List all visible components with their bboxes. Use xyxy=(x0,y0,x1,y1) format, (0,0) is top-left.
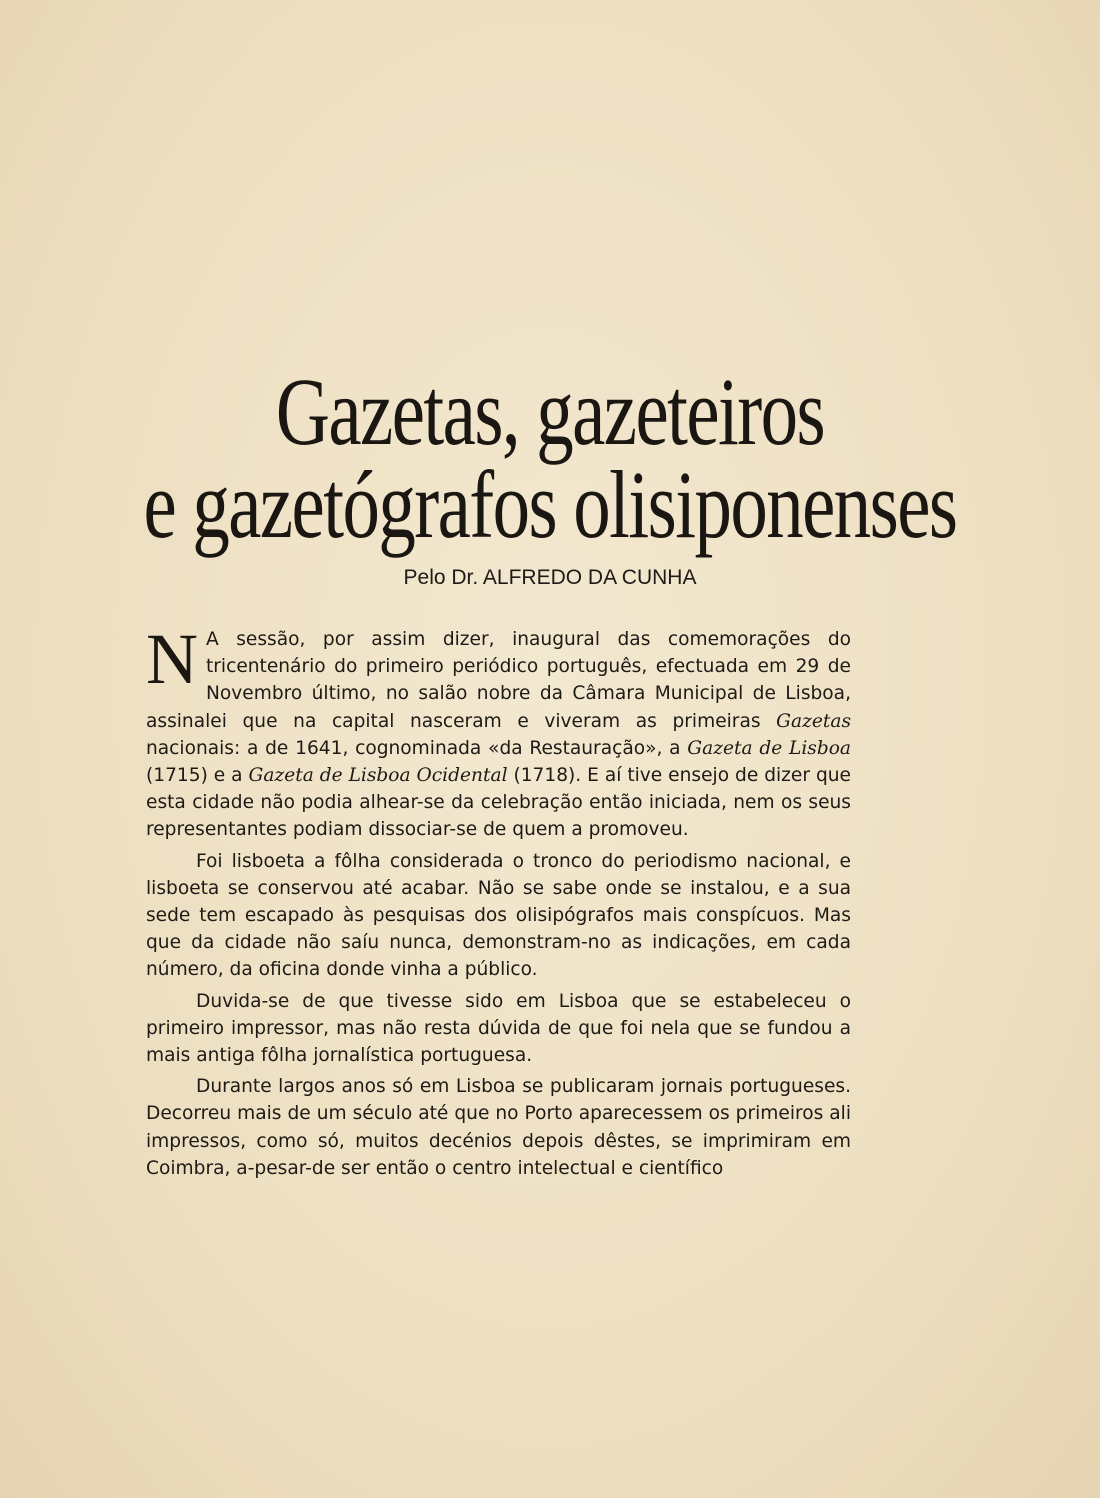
paragraph-1-text-e: (1715) e a xyxy=(146,765,249,787)
paragraph-2: Foi lisboeta a fôlha considerada o tronco do periodismo nacional, e lisboeta se conservou até acabar. Não se sabe onde se instalou, e a sua sede tem escapado às pesquisas dos olisipógrafos mais conspícuos. Mas que da cidade não saíu nunca, demonstram-no as indicações, em cada número, da oficina donde vinha a público. xyxy=(146,850,851,981)
article-title-line-1: Gazetas, gazeteiros xyxy=(275,358,825,465)
paragraph-1-italic-gazetas: Gazetas xyxy=(776,710,851,732)
paragraph-3: Duvida-se de que tivesse sido em Lisboa que se estabeleceu o primeiro impressor, mas não resta dúvida de que foi nela que se fundou a mais antiga fôlha jornalística portuguesa. xyxy=(146,990,851,1067)
article-body xyxy=(146,619,851,1186)
paragraph-1-text-c: nacionais: a de 1641, cognominada «da Restauração», a xyxy=(146,737,688,759)
author-byline: Pelo Dr. ALFREDO DA CUNHA xyxy=(403,566,697,589)
paragraph-1-text-a: A sessão, por assim dizer, inaugural das comemorações do tricentenário do primeiro periódico português, efectuada em 29 de Novembro último, no salão nobre da Câmara Municipal de Lisboa, assinalei que na capital nasceram e viveram as primeiras xyxy=(146,629,851,732)
paragraph-1-italic-gazeta-de-lisboa: Gazeta de Lisboa xyxy=(687,737,851,759)
paragraph-1 xyxy=(146,619,851,844)
article-title-line-2: e gazetógrafos olisiponenses xyxy=(143,451,957,558)
paragraph-1-italic-gazeta-ocidental: Gazeta de Lisboa Ocidental xyxy=(248,765,508,787)
paragraph-1-text-g: (1718). E aí tive ensejo de dizer que esta cidade não podia alhear-se da celebração então iniciada, nem os seus representantes podiam dissociar-se de quem a promoveu. xyxy=(146,765,851,841)
drop-cap: N xyxy=(146,619,198,699)
paragraph-4: Durante largos anos só em Lisboa se publicaram jornais portugueses. Decorreu mais de um século até que no Porto aparecessem os primeiros ali impressos, como só, muitos decénios depois dêstes, se imprimiram em Coimbra, a-pesar-de ser então o centro intelectual e científico xyxy=(146,1076,851,1179)
